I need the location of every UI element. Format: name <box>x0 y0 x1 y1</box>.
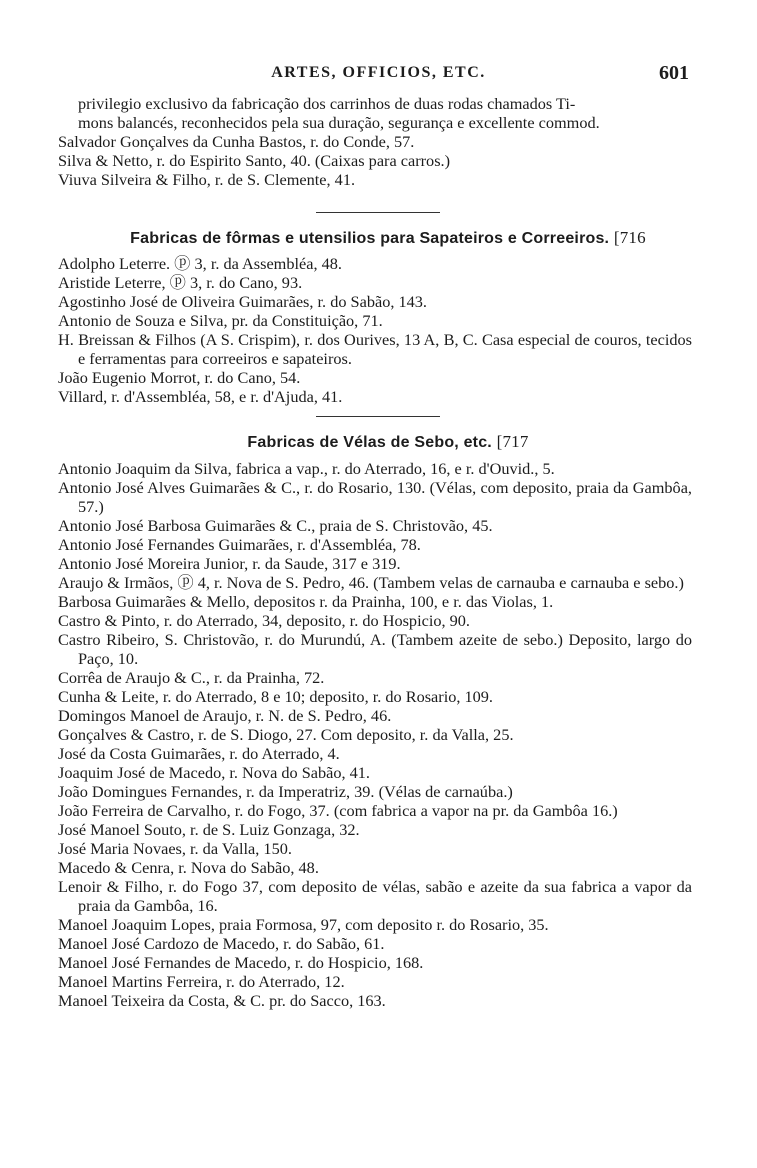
list-item: Salvador Gonçalves da Cunha Bastos, r. do Conde, 57. <box>58 132 415 151</box>
list-item: H. Breissan & Filhos (A S. Crispim), r. dos Ourives, 13 A, B, C. Casa especial de couros, tecidos e ferramentas para correeiros e sapateiros. <box>58 330 692 368</box>
list-item: Lenoir & Filho, r. do Fogo 37, com deposito de vélas, sabão e azeite da sua fabrica a vapor da praia da Gambôa, 16. <box>58 877 692 915</box>
list-item: mons balancés, reconhecidos pela sua duração, segurança e excellente commod. <box>78 113 600 132</box>
list-item: Antonio José Fernandes Guimarães, r. d'Assembléa, 78. <box>58 535 421 554</box>
list-item: Viuva Silveira & Filho, r. de S. Clemente, 41. <box>58 170 356 189</box>
section-entries-formas <box>58 254 692 406</box>
section-divider <box>316 212 440 213</box>
section-number: [716 <box>613 228 646 247</box>
continued-entries <box>58 94 692 189</box>
list-item: Manoel José Cardozo de Macedo, r. do Sabão, 61. <box>58 934 385 953</box>
section-title: Fabricas de fôrmas e utensilios para Sapateiros e Correeiros. <box>130 230 610 247</box>
list-item: Domingos Manoel de Araujo, r. N. de S. Pedro, 46. <box>58 706 392 725</box>
list-item: José da Costa Guimarães, r. do Aterrado, 4. <box>58 744 340 763</box>
list-item: Villard, r. d'Assembléa, 58, e r. d'Ajuda, 41. <box>58 387 343 406</box>
list-item: Castro Ribeiro, S. Christovão, r. do Murundú, A. (Tambem azeite de sebo.) Deposito, largo do Paço, 10. <box>58 630 692 668</box>
page-number: 601 <box>659 62 689 84</box>
list-item: Cunha & Leite, r. do Aterrado, 8 e 10; deposito, r. do Rosario, 109. <box>58 687 494 706</box>
list-item: Araujo & Irmãos, ⓟ 4, r. Nova de S. Pedro, 46. (Tambem velas de carnauba e carnauba e sebo.) <box>58 573 684 592</box>
section-heading-fabricas-velas <box>58 432 718 452</box>
list-item: privilegio exclusivo da fabricação dos carrinhos de duas rodas chamados Ti- <box>78 94 576 113</box>
list-item: Corrêa de Araujo & C., r. da Prainha, 72. <box>58 668 325 687</box>
list-item: Adolpho Leterre. ⓟ 3, r. da Assembléa, 48. <box>58 254 342 273</box>
list-item: Antonio Joaquim da Silva, fabrica a vap., r. do Aterrado, 16, e r. d'Ouvid., 5. <box>58 459 555 478</box>
list-item: Antonio José Alves Guimarães & C., r. do Rosario, 130. (Vélas, com deposito, praia da Gambôa, 57.) <box>58 478 692 516</box>
list-item: Manoel Teixeira da Costa, & C. pr. do Sacco, 163. <box>58 991 386 1010</box>
section-divider <box>316 416 440 417</box>
list-item: Manoel Martins Ferreira, r. do Aterrado, 12. <box>58 972 345 991</box>
list-item: José Manoel Souto, r. de S. Luiz Gonzaga, 32. <box>58 820 360 839</box>
section-number: [717 <box>496 432 529 451</box>
running-title: ARTES, OFFICIOS, ETC. <box>271 64 486 81</box>
list-item: Barbosa Guimarães & Mello, depositos r. da Prainha, 100, e r. das Violas, 1. <box>58 592 554 611</box>
list-item: João Ferreira de Carvalho, r. do Fogo, 37. (com fabrica a vapor na pr. da Gambôa 16.) <box>58 801 618 820</box>
page-header <box>0 62 757 88</box>
list-item: Antonio José Barbosa Guimarães & C., praia de S. Christovão, 45. <box>58 516 493 535</box>
section-entries-velas <box>58 459 692 1010</box>
section-title: Fabricas de Vélas de Sebo, etc. <box>247 434 492 451</box>
list-item: José Maria Novaes, r. da Valla, 150. <box>58 839 292 858</box>
list-item: Aristide Leterre, ⓟ 3, r. do Cano, 93. <box>58 273 303 292</box>
list-item: Manoel Joaquim Lopes, praia Formosa, 97, com deposito r. do Rosario, 35. <box>58 915 549 934</box>
list-item: Joaquim José de Macedo, r. Nova do Sabão, 41. <box>58 763 370 782</box>
list-item: Antonio José Moreira Junior, r. da Saude, 317 e 319. <box>58 554 401 573</box>
list-item: Manoel José Fernandes de Macedo, r. do Hospicio, 168. <box>58 953 424 972</box>
list-item: Castro & Pinto, r. do Aterrado, 34, deposito, r. do Hospicio, 90. <box>58 611 470 630</box>
list-item: João Domingues Fernandes, r. da Imperatriz, 39. (Vélas de carnaúba.) <box>58 782 513 801</box>
section-heading-fabricas-formas <box>58 228 718 248</box>
list-item: Silva & Netto, r. do Espirito Santo, 40. (Caixas para carros.) <box>58 151 451 170</box>
list-item: Antonio de Souza e Silva, pr. da Constituição, 71. <box>58 311 383 330</box>
list-item: Agostinho José de Oliveira Guimarães, r. do Sabão, 143. <box>58 292 427 311</box>
list-item: Macedo & Cenra, r. Nova do Sabão, 48. <box>58 858 319 877</box>
list-item: João Eugenio Morrot, r. do Cano, 54. <box>58 368 301 387</box>
list-item: Gonçalves & Castro, r. de S. Diogo, 27. Com deposito, r. da Valla, 25. <box>58 725 514 744</box>
